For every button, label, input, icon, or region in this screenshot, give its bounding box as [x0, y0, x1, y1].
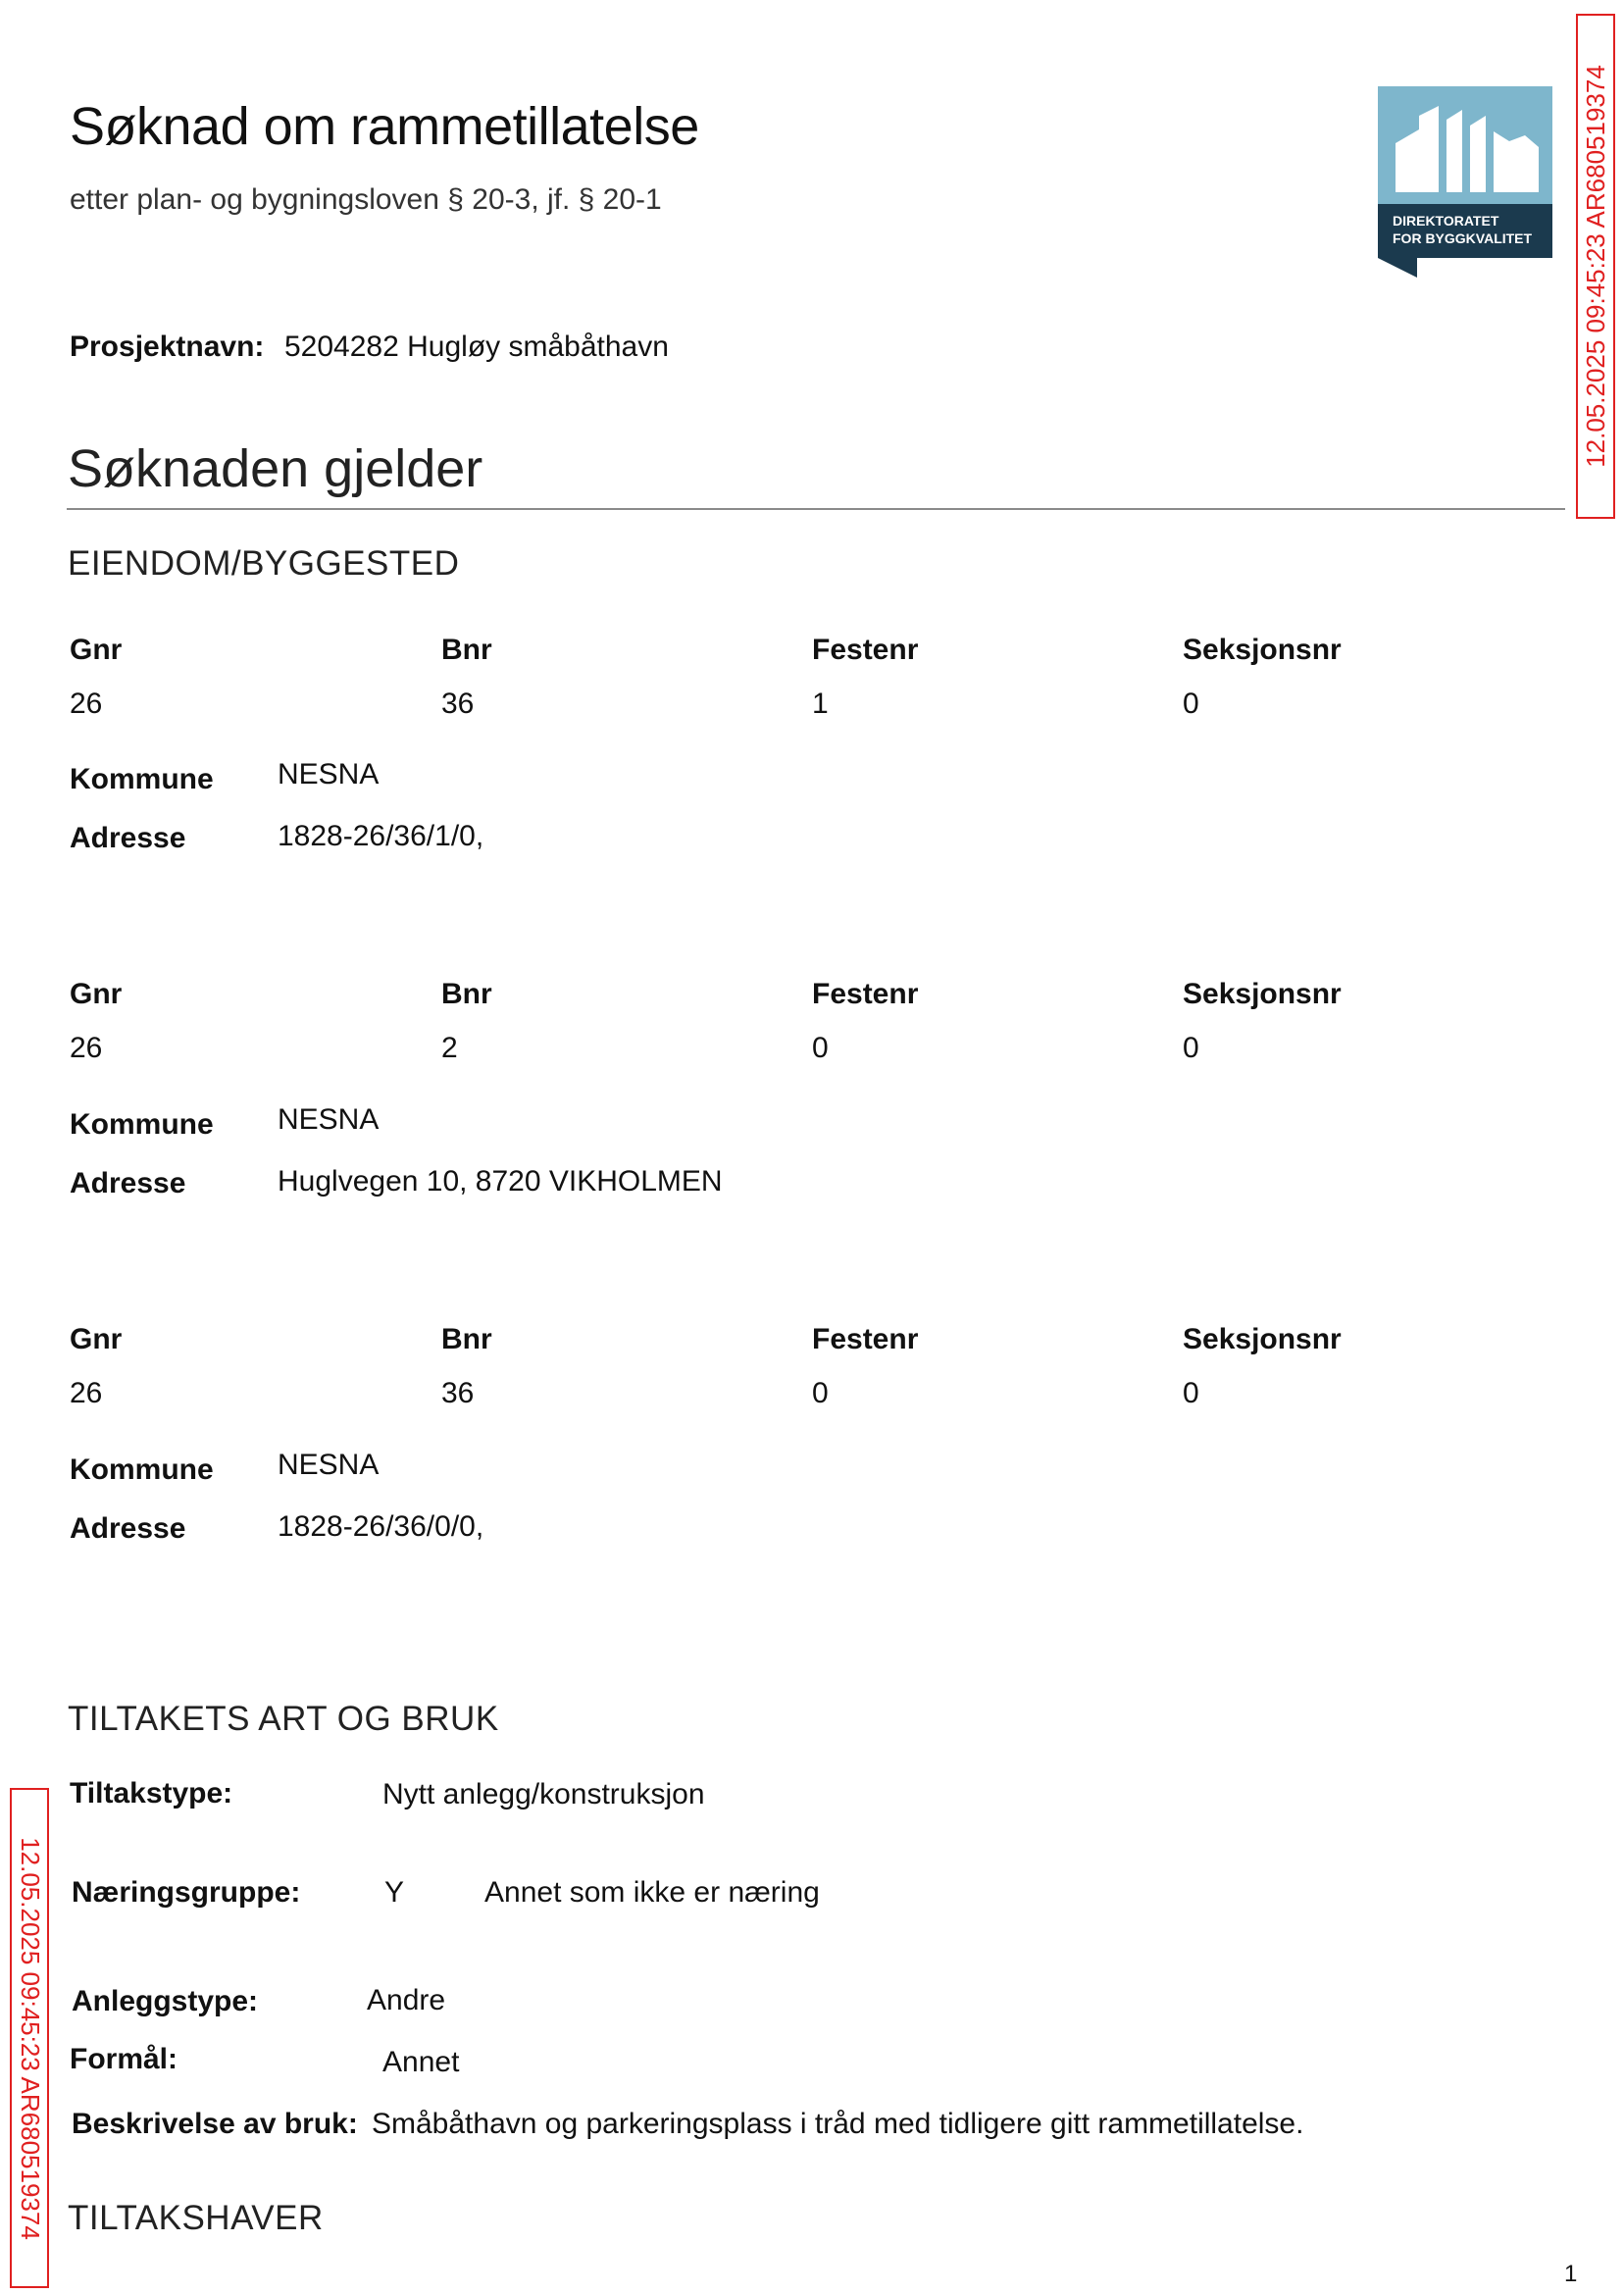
property-section-heading: EIENDOM/BYGGESTED: [68, 544, 460, 583]
gnr-value: 26: [70, 1032, 103, 1064]
seksjonsnr-header: Seksjonsnr: [1183, 634, 1342, 666]
festenr-header: Festenr: [812, 634, 919, 666]
festenr-value: 0: [812, 1377, 829, 1409]
seksjonsnr-header: Seksjonsnr: [1183, 1323, 1342, 1355]
festenr-value: 1: [812, 688, 829, 720]
seksjonsnr-header: Seksjonsnr: [1183, 978, 1342, 1010]
document-title: Søknad om rammetillatelse: [70, 97, 699, 156]
bnr-value: 2: [441, 1032, 458, 1064]
anleggstype-label: Anleggstype:: [72, 1985, 259, 2017]
festenr-value: 0: [812, 1032, 829, 1064]
gnr-header: Gnr: [70, 978, 123, 1010]
document-subtitle: etter plan- og bygningsloven § 20-3, jf. § 20-1: [70, 183, 662, 216]
logo-text-line2: FOR BYGGKVALITET: [1393, 230, 1533, 246]
timestamp-stamp-text: 12.05.2025 09:45:23 AR680519374: [1580, 65, 1610, 468]
kommune-value: NESNA: [278, 1103, 380, 1136]
festenr-header: Festenr: [812, 1323, 919, 1355]
formal-label: Formål:: [70, 2043, 178, 2075]
seksjonsnr-value: 0: [1183, 688, 1199, 720]
kommune-label: Kommune: [70, 1108, 214, 1141]
kommune-label: Kommune: [70, 763, 214, 795]
beskrivelse-value: Småbåthavn og parkeringsplass i tråd med tidligere gitt rammetillatelse.: [372, 2108, 1304, 2140]
tiltak-section-heading: TILTAKETS ART OG BRUK: [68, 1700, 499, 1738]
application-heading: Søknaden gjelder: [68, 439, 483, 498]
page-number: 1: [1564, 2261, 1578, 2287]
gnr-header: Gnr: [70, 634, 123, 666]
adresse-label: Adresse: [70, 1512, 186, 1545]
tiltakshaver-section-heading: TILTAKSHAVER: [68, 2199, 324, 2237]
adresse-value: Huglvegen 10, 8720 VIKHOLMEN: [278, 1165, 723, 1198]
heading-divider: [67, 508, 1565, 510]
kommune-value: NESNA: [278, 1449, 380, 1481]
tiltakstype-label: Tiltakstype:: [70, 1777, 233, 1810]
bnr-value: 36: [441, 688, 475, 720]
adresse-label: Adresse: [70, 1167, 186, 1199]
naeringsgruppe-label: Næringsgruppe:: [72, 1876, 301, 1909]
project-name-label: Prosjektnavn:: [70, 331, 265, 363]
project-name-value: 5204282 Hugløy småbåthavn: [284, 331, 669, 363]
logo-text-line1: DIREKTORATET: [1393, 213, 1499, 229]
gnr-value: 26: [70, 1377, 103, 1409]
festenr-header: Festenr: [812, 978, 919, 1010]
bnr-header: Bnr: [441, 1323, 492, 1355]
adresse-value: 1828-26/36/1/0,: [278, 820, 484, 852]
formal-value: Annet: [382, 2046, 460, 2078]
adresse-label: Adresse: [70, 822, 186, 854]
dibk-logo: [1378, 86, 1554, 278]
timestamp-stamp-left: [10, 1788, 49, 2288]
timestamp-stamp-text: 12.05.2025 09:45:23 AR680519374: [15, 1836, 45, 2240]
gnr-header: Gnr: [70, 1323, 123, 1355]
gnr-value: 26: [70, 688, 103, 720]
anleggstype-value: Andre: [367, 1984, 446, 2016]
kommune-value: NESNA: [278, 758, 380, 790]
bnr-value: 36: [441, 1377, 475, 1409]
seksjonsnr-value: 0: [1183, 1377, 1199, 1409]
adresse-value: 1828-26/36/0/0,: [278, 1510, 484, 1543]
timestamp-stamp-top: [1576, 14, 1615, 519]
kommune-label: Kommune: [70, 1453, 214, 1486]
naeringsgruppe-code: Y: [384, 1876, 405, 1909]
bnr-header: Bnr: [441, 978, 492, 1010]
beskrivelse-label: Beskrivelse av bruk:: [72, 2108, 358, 2140]
tiltakstype-value: Nytt anlegg/konstruksjon: [382, 1778, 705, 1810]
bnr-header: Bnr: [441, 634, 492, 666]
naeringsgruppe-value: Annet som ikke er næring: [484, 1876, 820, 1909]
seksjonsnr-value: 0: [1183, 1032, 1199, 1064]
